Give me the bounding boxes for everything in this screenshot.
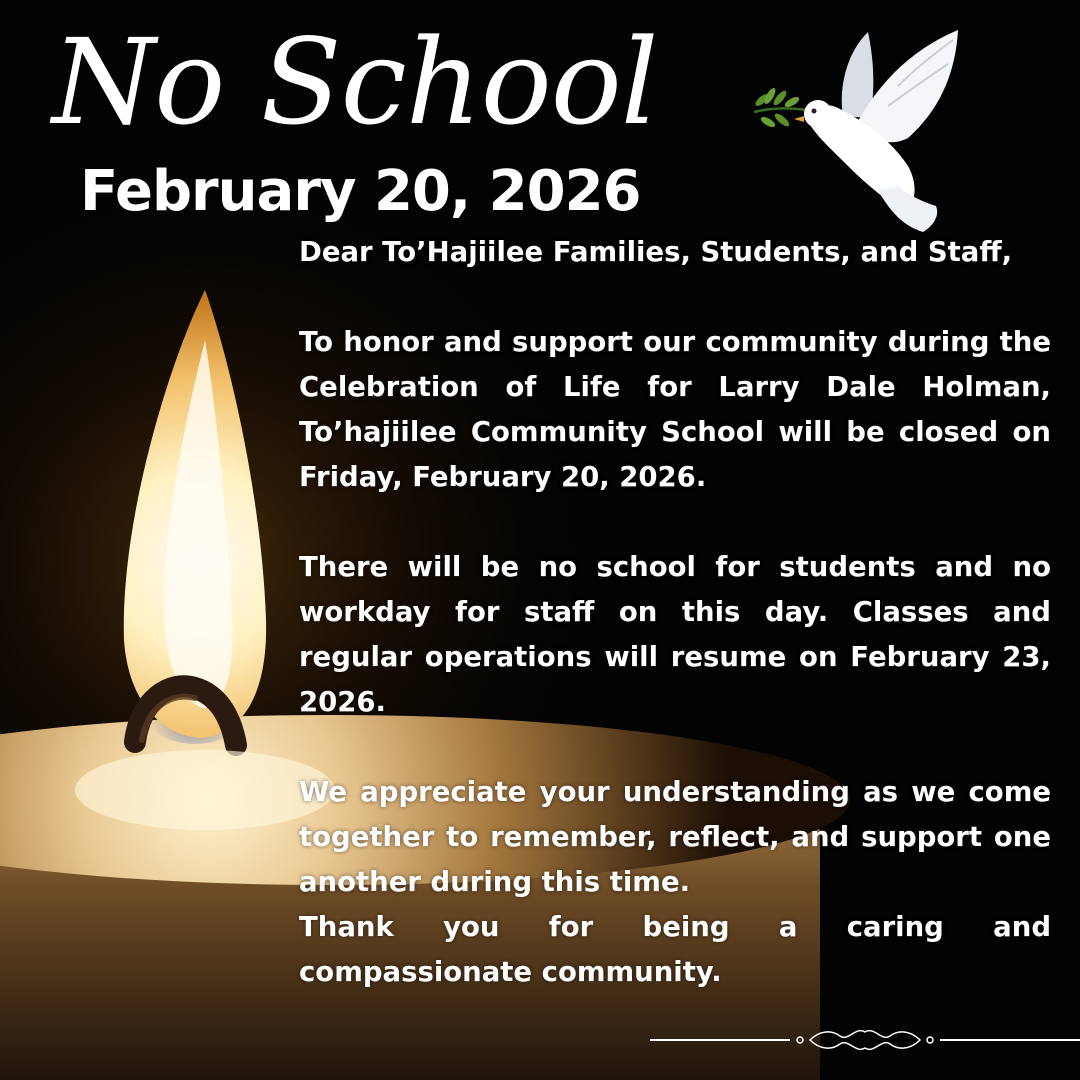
letter-closing: Thank you for being a caring and compassionate community. [299,911,1051,988]
letter-paragraph-closure-reason: To honor and support our community during the Celebration of Life for Larry Dale Holman, To’hajiilee Community School will be closed on Friday, February 20, 2026. [299,326,1051,493]
ornamental-divider [650,1022,1080,1052]
page-title: No School [52,13,658,151]
letter-paragraph-resume-info: There will be no school for students and no workday for staff on this day. Classes and regular operations will resume on February 23, 2026. [299,551,1051,718]
dove-icon [748,26,968,236]
letter-paragraph-appreciation: We appreciate your understanding as we come together to remember, reflect, and support one another during this time. [299,776,1051,898]
announcement-letter [299,230,1051,995]
letter-greeting: Dear To’Hajiilee Families, Students, and Staff, [299,236,1013,268]
date-heading: February 20, 2026 [80,159,641,224]
